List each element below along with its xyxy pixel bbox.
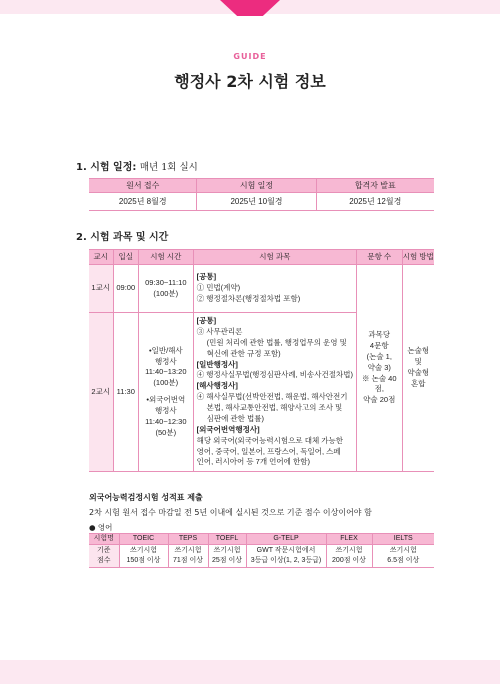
score-header-gtelp: G-TELP <box>246 534 326 545</box>
schedule-header-result: 합격자 발표 <box>316 179 434 193</box>
subjects-table <box>89 249 434 472</box>
score-line: 3등급 이상(1, 2, 3등급) <box>250 556 322 564</box>
score-gtelp <box>246 545 326 568</box>
entry-2: 11:30 <box>113 313 138 472</box>
subject-line: [외국어번역행정사] <box>196 424 260 434</box>
subject-line: (민원 처리에 관한 법률, 행정업무의 운영 및 <box>206 337 347 347</box>
schedule-header-application: 원서 접수 <box>89 179 197 193</box>
question-line: 약술 20점 <box>363 395 396 405</box>
time-2-line: 11:40~13:20 <box>145 367 187 377</box>
time-1 <box>139 265 194 313</box>
language-heading: 외국어능력검정시험 성적표 제출 <box>89 493 203 502</box>
score-line: 쓰기시험 <box>335 547 363 554</box>
time-2 <box>139 313 194 472</box>
method-line: 혼합 <box>411 379 426 388</box>
section1-title: 1. 시험 일정: <box>76 162 137 173</box>
table-row <box>89 265 434 313</box>
subject-line: [일반행정사] <box>196 359 238 369</box>
score-teps <box>168 545 208 568</box>
time-2-line: (100분) <box>153 378 179 388</box>
subject-line: 해당 외국어(외국어능력시험으로 대체 가능한 <box>196 435 344 445</box>
subject-line: [공통] <box>196 316 217 325</box>
score-header-teps: TEPS <box>168 534 208 545</box>
score-line: 200점 이상 <box>332 556 366 564</box>
time-2-line: (50분) <box>155 427 177 437</box>
score-line: 쓰기시험 <box>213 547 241 554</box>
time-1-line: (100분) <box>153 288 179 298</box>
schedule-table <box>89 178 434 211</box>
question-line: ※ 논술 40점, <box>362 373 397 394</box>
subject-line: ③ 사무관리론 <box>196 326 243 336</box>
score-header-name: 시험명 <box>89 534 119 545</box>
subject-line: 혁신에 관한 규정 포함) <box>206 348 281 358</box>
score-toefl <box>208 545 246 568</box>
schedule-header-exam: 시험 일정 <box>197 179 316 193</box>
page-title: 행정사 2차 시험 정보 <box>174 72 326 91</box>
subject-line: ④ 행정사실무법(행정심판사례, 비송사건절차법) <box>196 370 354 380</box>
subjects-1 <box>193 265 356 313</box>
subject-line: ② 행정절차론(행정절차법 포함) <box>196 293 301 303</box>
question-line: (논술 1, <box>366 351 392 361</box>
question-line: 약술 3) <box>367 362 391 372</box>
period-2: 2교시 <box>89 313 113 472</box>
time-1-line: 09:30~11:10 <box>145 277 187 287</box>
bottom-band <box>0 660 500 684</box>
score-ielts <box>372 545 434 568</box>
language-english-bullet: ● 영어 <box>89 523 113 532</box>
header-period: 교시 <box>89 250 113 265</box>
time-2-line: 행정사 <box>154 406 177 415</box>
time-2-line: 행정사 <box>154 356 177 366</box>
subject-line: 본법, 해사교통안전법, 해양사고의 조사 및 <box>206 403 343 412</box>
score-row-label-line: 점수 <box>96 556 111 564</box>
score-header-flex: FLEX <box>326 534 372 545</box>
subject-line: ① 민법(계약) <box>196 283 241 293</box>
period-1: 1교시 <box>89 265 113 313</box>
score-line: 쓰기시험 <box>174 547 202 554</box>
schedule-exam-date: 2025년 10월경 <box>197 193 316 211</box>
score-line: 쓰기시험 <box>389 547 417 554</box>
score-line: GWT 작문시험에서 <box>256 547 316 554</box>
subject-line: ④ 해사실무법(선박안전법, 해운법, 해사안전기 <box>196 392 348 402</box>
subjects-2 <box>193 313 356 472</box>
time-2-line: 11:40~12:30 <box>145 416 187 426</box>
score-line: 6.5점 이상 <box>387 556 420 564</box>
subject-line: 심판에 관한 법률) <box>206 413 264 423</box>
score-header-ielts: IELTS <box>372 534 434 545</box>
score-line: 150점 이상 <box>126 556 161 564</box>
question-line: 4문항 <box>369 340 389 350</box>
subject-line: [공통] <box>196 272 217 282</box>
score-toeic <box>119 545 168 568</box>
entry-1: 09:00 <box>113 265 138 313</box>
score-line: 25점 이상 <box>211 556 243 564</box>
language-description: 2차 시험 원서 접수 마감일 전 5년 이내에 실시된 것으로 기준 점수 이상이어야 함 <box>89 508 372 517</box>
subject-line: 인어, 러시아어 등 7개 언어에 한함) <box>196 457 310 467</box>
score-row-label-line: 기준 <box>96 547 111 554</box>
subject-line: [해사행정사] <box>196 381 238 391</box>
english-score-table <box>89 533 434 568</box>
section2-heading: 2. 시험 과목 및 시간 <box>76 232 169 243</box>
header-subjects: 시험 과목 <box>193 250 356 265</box>
table-row <box>89 193 434 211</box>
question-line: 과목당 <box>368 330 391 340</box>
header-method: 시험 방법 <box>402 250 434 265</box>
method-line: 논술형 및 <box>407 346 430 367</box>
section1-heading <box>76 158 198 173</box>
schedule-application-date: 2025년 8월경 <box>89 193 197 211</box>
header-time: 시험 시간 <box>139 250 194 265</box>
table-row <box>89 545 434 568</box>
guide-label: GUIDE <box>233 52 267 61</box>
time-2-line: •외국어번역 <box>146 395 186 405</box>
score-flex <box>326 545 372 568</box>
score-line: 쓰기시험 <box>129 547 158 554</box>
section1-note: 매년 1회 실시 <box>139 162 198 173</box>
time-2-line: •일반/해사 <box>148 345 183 355</box>
top-decoration <box>0 0 500 16</box>
schedule-result-date: 2025년 12월경 <box>316 193 434 211</box>
header-questions: 문항 수 <box>357 250 403 265</box>
score-row-label <box>89 545 119 568</box>
score-line: 71점 이상 <box>172 556 204 564</box>
score-header-toefl: TOEFL <box>208 534 246 545</box>
question-count <box>357 265 403 472</box>
header-entry: 입실 <box>113 250 138 265</box>
subject-line: 영어, 중국어, 일본어, 프랑스어, 독일어, 스페 <box>196 446 341 456</box>
exam-method <box>402 265 434 472</box>
method-line: 약술형 <box>407 368 430 378</box>
score-header-toeic: TOEIC <box>119 534 168 545</box>
